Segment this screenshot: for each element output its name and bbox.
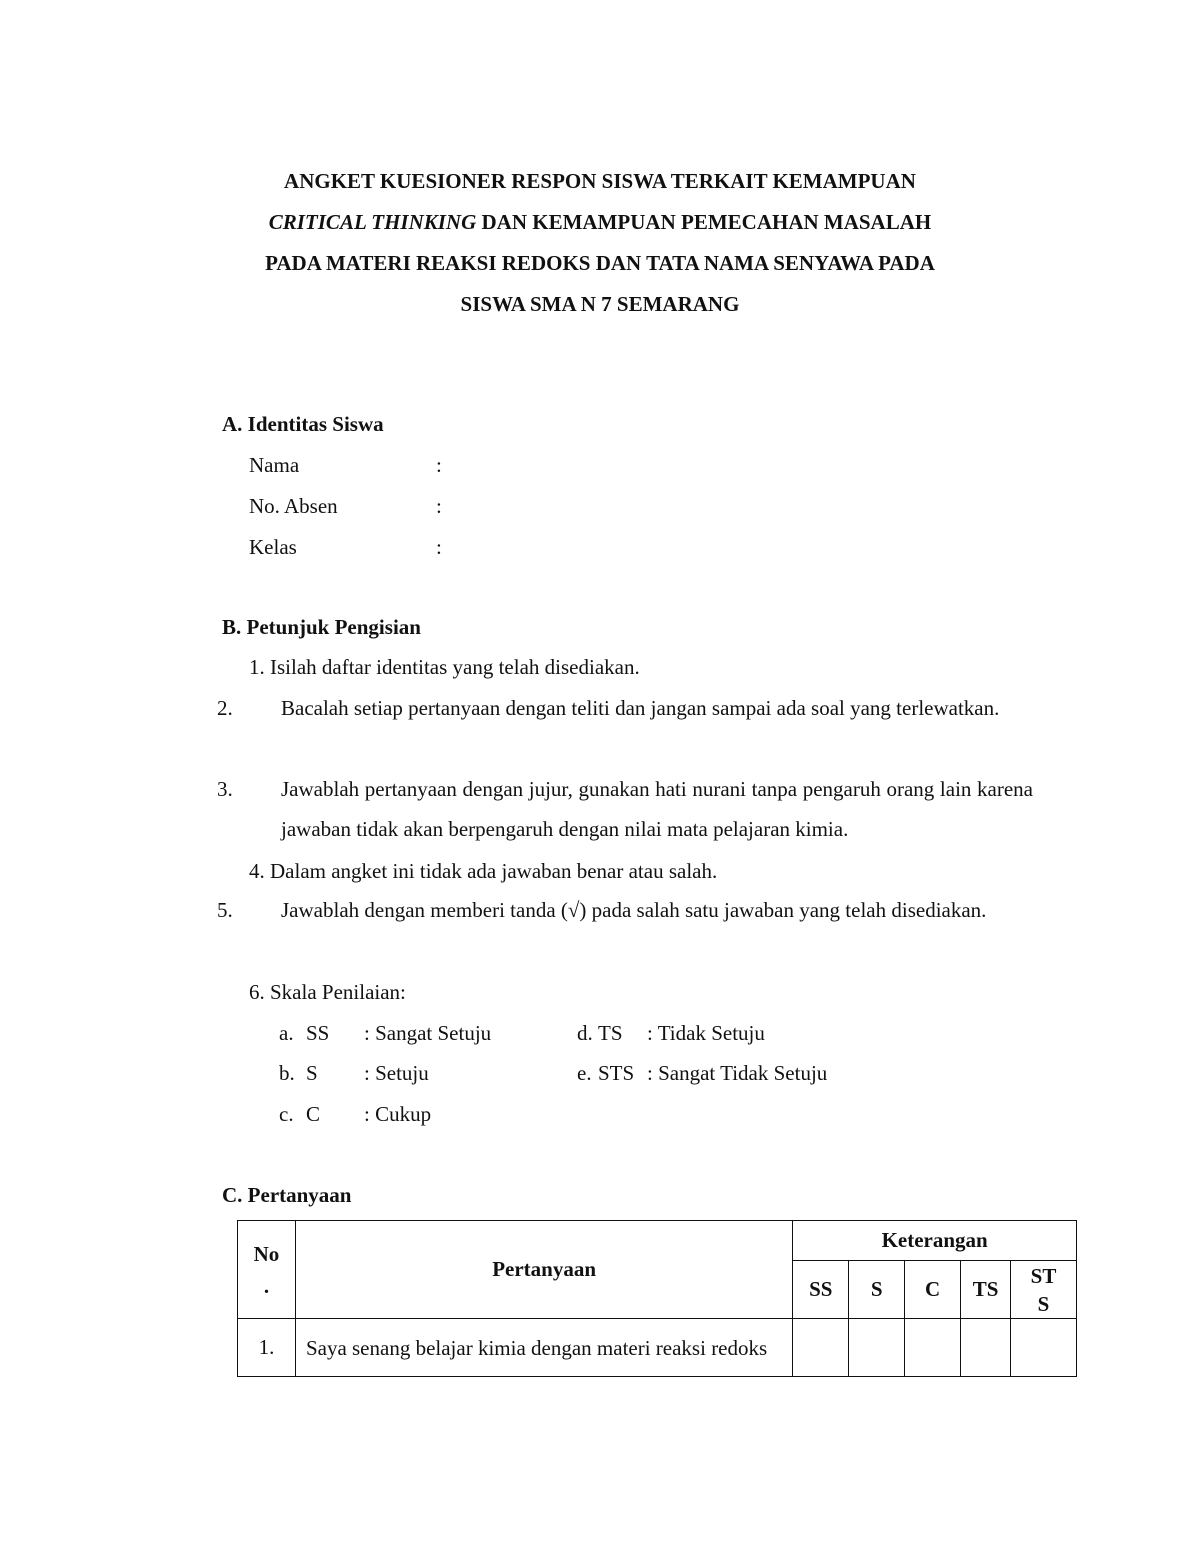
instruction-number: 2.	[217, 696, 233, 720]
field-colon-nama: :	[436, 453, 442, 477]
instruction-item	[217, 688, 1033, 728]
title-italic-term: CRITICAL THINKING	[268, 210, 477, 234]
scale-letter: b.	[279, 1061, 295, 1085]
title-line-2	[150, 202, 1050, 243]
column-header-c: C	[905, 1261, 961, 1319]
instruction-item	[249, 647, 1039, 687]
scale-letter: a.	[279, 1021, 294, 1045]
field-label-nama: Nama	[249, 453, 300, 477]
scale-letter: c.	[279, 1102, 294, 1126]
answer-cell-s[interactable]	[849, 1319, 905, 1377]
column-group-keterangan: Keterangan	[793, 1221, 1077, 1261]
document-title	[150, 161, 1050, 325]
instruction-number: 5.	[217, 898, 233, 922]
scale-code: S	[306, 1061, 318, 1085]
column-header-s: S	[849, 1261, 905, 1319]
question-number: 1.	[238, 1319, 296, 1377]
scale-desc: : Tidak Setuju	[647, 1021, 765, 1045]
scale-desc: : Setuju	[364, 1061, 429, 1085]
answer-cell-ss[interactable]	[793, 1319, 849, 1377]
instruction-text: Jawablah dengan memberi tanda (√) pada salah satu jawaban yang telah disediakan.	[281, 898, 987, 922]
table-row	[238, 1319, 1077, 1377]
column-header-no-line2: .	[263, 1273, 270, 1298]
questions-table	[237, 1220, 1077, 1377]
section-c-heading: C. Pertanyaan	[222, 1183, 352, 1207]
field-label-absen: No. Absen	[249, 494, 338, 518]
field-label-kelas: Kelas	[249, 535, 297, 559]
title-line-4: SISWA SMA N 7 SEMARANG	[460, 292, 740, 316]
scale-desc: : Sangat Tidak Setuju	[647, 1061, 828, 1085]
instruction-item	[217, 769, 1033, 849]
title-line-3: PADA MATERI REAKSI REDOKS DAN TATA NAMA SENYAWA PADA	[265, 251, 935, 275]
instruction-text: Skala Penilaian:	[270, 980, 406, 1004]
scale-code: C	[306, 1102, 321, 1126]
column-header-no	[238, 1221, 296, 1319]
instruction-text: Isilah daftar identitas yang telah disediakan.	[270, 655, 640, 679]
column-header-sts-line2: S	[1037, 1291, 1050, 1316]
scale-letter: d.	[577, 1021, 593, 1045]
answer-cell-ts[interactable]	[961, 1319, 1011, 1377]
instruction-number: 1.	[249, 655, 265, 679]
section-a-heading: A. Identitas Siswa	[222, 412, 384, 436]
instruction-item	[217, 890, 1033, 930]
question-text: Saya senang belajar kimia dengan materi reaksi redoks	[295, 1319, 792, 1377]
instruction-number: 6.	[249, 980, 265, 1004]
title-line-1: ANGKET KUESIONER RESPON SISWA TERKAIT KEMAMPUAN	[284, 169, 916, 193]
scale-letter: e.	[577, 1061, 592, 1085]
instruction-number: 4.	[249, 859, 265, 883]
instruction-text: Bacalah setiap pertanyaan dengan teliti dan jangan sampai ada soal yang terlewatkan.	[281, 696, 1000, 720]
answer-cell-c[interactable]	[905, 1319, 961, 1377]
field-colon-absen: :	[436, 494, 442, 518]
instruction-text: Dalam angket ini tidak ada jawaban benar atau salah.	[270, 859, 718, 883]
scale-code: TS	[598, 1021, 623, 1045]
scale-desc: : Cukup	[364, 1102, 432, 1126]
instruction-item	[249, 851, 1039, 891]
instruction-text: Jawablah pertanyaan dengan jujur, gunakan hati nurani tanpa pengaruh orang lain karena jawaban tidak akan berpengaruh dengan nilai mata pelajaran kimia.	[281, 777, 1033, 841]
instruction-item	[249, 972, 1039, 1012]
column-header-sts	[1011, 1261, 1077, 1319]
scale-desc: : Sangat Setuju	[364, 1021, 492, 1045]
title-line-2-rest: DAN KEMAMPUAN PEMECAHAN MASALAH	[476, 210, 932, 234]
column-header-no-line1: No	[253, 1241, 280, 1266]
column-header-ss: SS	[793, 1261, 849, 1319]
scale-code: STS	[598, 1061, 635, 1085]
answer-cell-sts[interactable]	[1011, 1319, 1077, 1377]
instruction-number: 3.	[217, 777, 233, 801]
field-colon-kelas: :	[436, 535, 442, 559]
column-header-sts-line1: ST	[1030, 1263, 1057, 1288]
section-b-heading: B. Petunjuk Pengisian	[222, 615, 421, 639]
column-header-question: Pertanyaan	[295, 1221, 792, 1319]
scale-code: SS	[306, 1021, 330, 1045]
column-header-ts: TS	[961, 1261, 1011, 1319]
